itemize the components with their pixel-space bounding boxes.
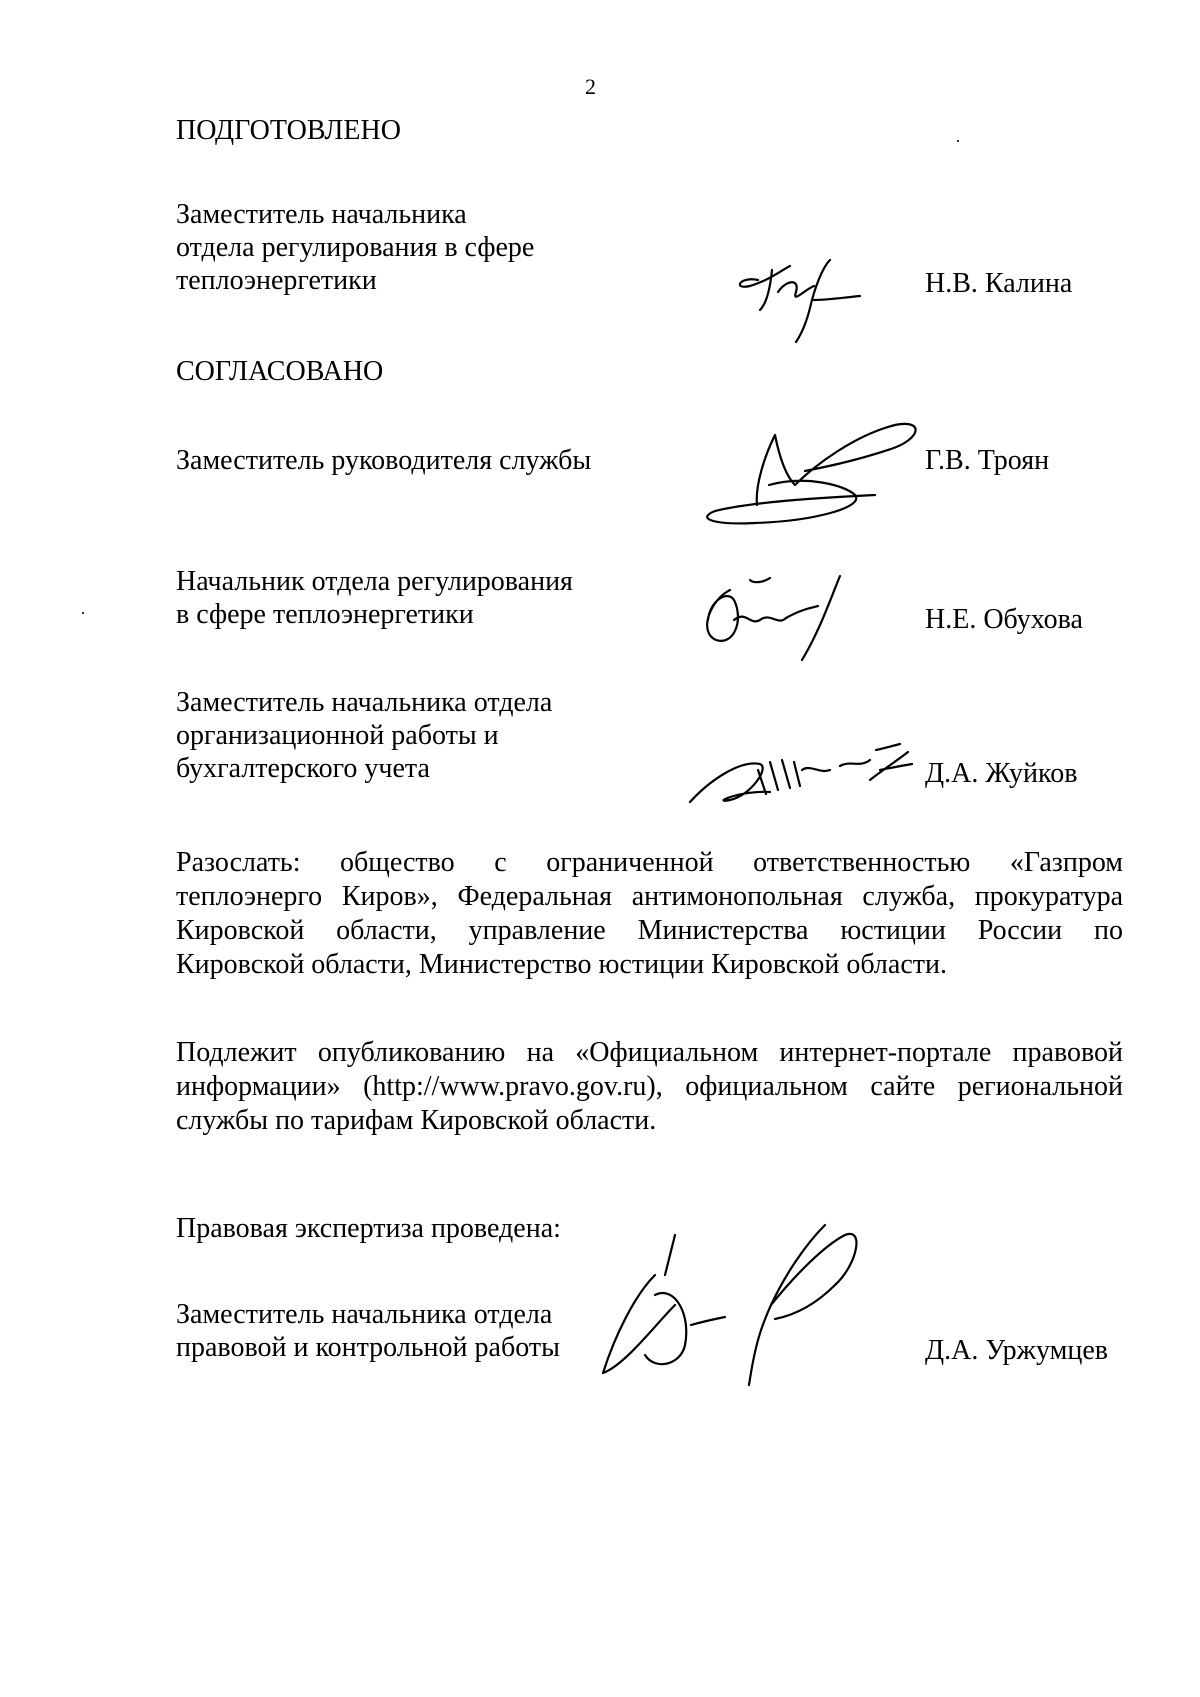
distribution-paragraph	[176, 846, 1123, 982]
publication-paragraph	[176, 1036, 1123, 1138]
distribution-line: Разослать: общество с ограниченной ответственностью «Газпром	[176, 847, 1123, 878]
legal-review-heading: Правовая экспертиза проведена:	[176, 1213, 561, 1244]
signature-zhuykov	[680, 740, 925, 820]
agreed-position-line: Заместитель руководителя службы	[176, 445, 592, 476]
page-number: 2	[585, 74, 596, 99]
agreed-name: Г.В. Троян	[925, 445, 1050, 476]
legal-review-position-line: правовой и контрольной работы	[176, 1332, 560, 1363]
signature-urzhumtsev	[595, 1215, 885, 1395]
scan-speck	[957, 140, 959, 142]
agreed-position-line: Начальник отдела регулирования	[176, 566, 573, 597]
legal-review-name: Д.А. Уржумцев	[925, 1335, 1109, 1366]
distribution-line: теплоэнерго Киров», Федеральная антимонопольная служба, прокуратура	[176, 881, 1123, 912]
signature-troyan	[695, 415, 925, 545]
publication-line: информации» (http://www.pravo.gov.ru), официальном сайте региональной	[176, 1071, 1123, 1102]
legal-review-position-line: Заместитель начальника отдела	[176, 1299, 553, 1330]
agreed-name: Н.Е. Обухова	[925, 604, 1083, 635]
distribution-line: Кировской области, управление Министерства юстиции России по	[176, 915, 1123, 946]
agreed-position-line: бухгалтерского учета	[176, 753, 430, 784]
agreed-heading: СОГЛАСОВАНО	[176, 356, 384, 387]
prepared-position-line: теплоэнергетики	[176, 265, 377, 296]
signature-obukhova	[690, 570, 860, 670]
agreed-position-line: организационной работы и	[176, 720, 499, 751]
scan-speck	[82, 612, 84, 614]
signature-kalina	[730, 250, 870, 360]
prepared-position-line: Заместитель начальника	[176, 199, 467, 230]
publication-line: Подлежит опубликованию на «Официальном интернет-портале правовой	[176, 1037, 1123, 1068]
prepared-position-line: отдела регулирования в сфере	[176, 232, 535, 263]
agreed-name: Д.А. Жуйков	[925, 758, 1078, 789]
prepared-name: Н.В. Калина	[925, 268, 1073, 299]
agreed-position-line: Заместитель начальника отдела	[176, 687, 553, 718]
publication-line: службы по тарифам Кировской области.	[176, 1105, 657, 1136]
distribution-line: Кировской области, Министерство юстиции Кировской области.	[176, 949, 947, 980]
agreed-position-line: в сфере теплоэнергетики	[176, 599, 474, 630]
prepared-heading: ПОДГОТОВЛЕНО	[176, 115, 401, 146]
